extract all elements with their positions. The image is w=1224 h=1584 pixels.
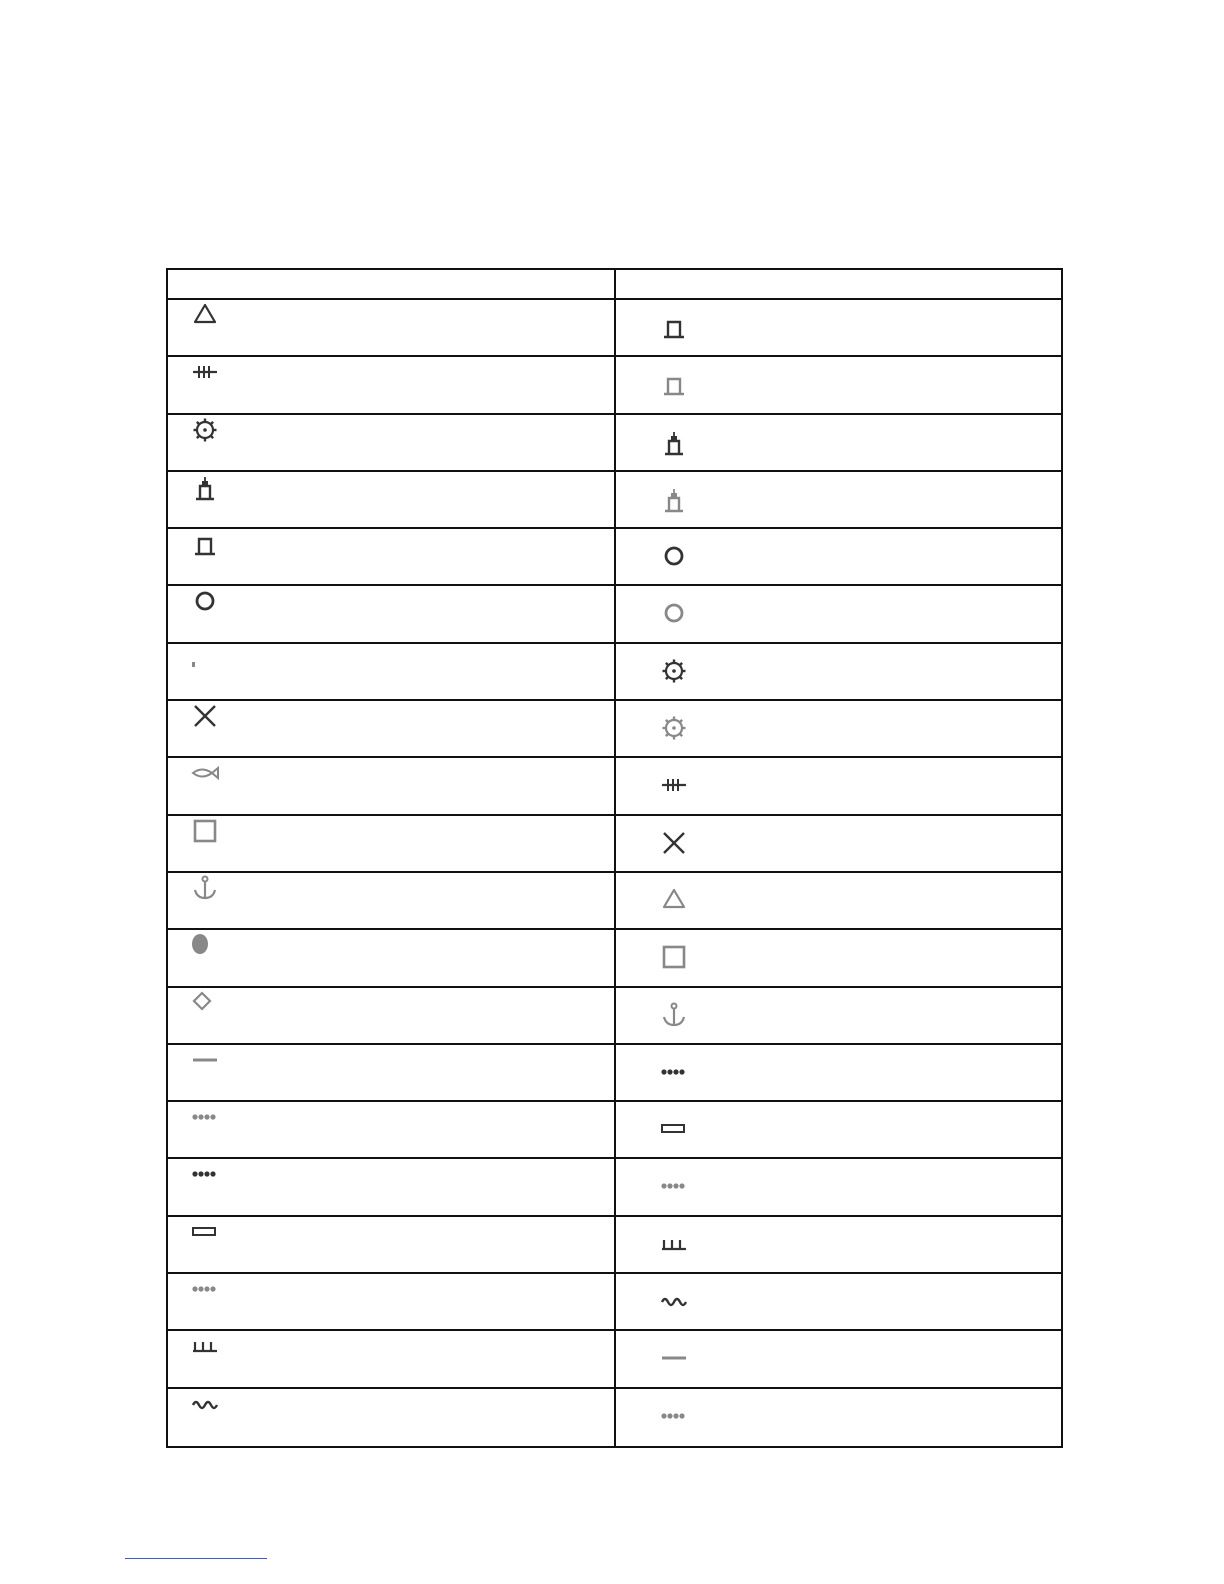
- table-row: [168, 1159, 1061, 1216]
- rectangle-line-icon: [659, 1114, 689, 1144]
- table-cell-left: [168, 529, 616, 584]
- triangle-icon: [190, 300, 220, 330]
- lighthouse-icon: [659, 427, 689, 457]
- table-cell-left: [168, 1045, 616, 1100]
- dot-icon: [190, 644, 220, 674]
- table-cell-right: [616, 644, 1062, 699]
- table-cell-right: [616, 415, 1062, 470]
- table-row: [168, 1389, 1061, 1446]
- square-icon: [190, 816, 220, 846]
- table-cell-left: [168, 1274, 616, 1329]
- dash-line-icon: [190, 1045, 220, 1075]
- table-cell-left: [168, 586, 616, 641]
- gear-icon: [659, 656, 689, 686]
- table-row: [168, 758, 1061, 815]
- dotted-line-icon: [190, 1102, 220, 1132]
- gear-icon: [659, 713, 689, 743]
- dotted-line-icon: [190, 1159, 220, 1189]
- table-cell-right: [616, 988, 1062, 1043]
- table-header-row: [168, 270, 1061, 300]
- table-row: [168, 988, 1061, 1045]
- header-cell-right: [616, 270, 1062, 298]
- table-row: [168, 415, 1061, 472]
- fence-icon: [190, 357, 220, 387]
- table-row: [168, 1102, 1061, 1159]
- building-icon: [190, 529, 220, 559]
- table-cell-right: [616, 586, 1062, 641]
- table-cell-right: [616, 1045, 1062, 1100]
- table-cell-right: [616, 1217, 1062, 1272]
- header-cell-left: [168, 270, 616, 298]
- x-icon: [190, 701, 220, 731]
- table-cell-left: [168, 930, 616, 985]
- comb-line-icon: [190, 1331, 220, 1361]
- dotted-line-icon: [659, 1171, 689, 1201]
- table-row: [168, 586, 1061, 643]
- circle-icon: [190, 586, 220, 616]
- table-cell-left: [168, 644, 616, 699]
- square-icon: [659, 942, 689, 972]
- circle-icon: [659, 598, 689, 628]
- anchor-icon: [190, 873, 220, 903]
- table-row: [168, 644, 1061, 701]
- table-cell-left: [168, 1331, 616, 1386]
- triangle-icon: [659, 885, 689, 915]
- table-cell-left: [168, 300, 616, 355]
- table-cell-right: [616, 1102, 1062, 1157]
- table-cell-left: [168, 415, 616, 470]
- table-cell-left: [168, 988, 616, 1043]
- table-cell-right: [616, 472, 1062, 527]
- table-row: [168, 300, 1061, 357]
- comb-line-icon: [659, 1229, 689, 1259]
- table-cell-left: [168, 357, 616, 412]
- building-icon: [659, 369, 689, 399]
- wave-line-icon: [659, 1286, 689, 1316]
- table-cell-left: [168, 701, 616, 756]
- filled-oval-icon: [190, 930, 220, 960]
- table-cell-left: [168, 1217, 616, 1272]
- table-row: [168, 873, 1061, 930]
- table-row: [168, 816, 1061, 873]
- table-cell-right: [616, 701, 1062, 756]
- table-cell-right: [616, 758, 1062, 813]
- dotted-line-icon: [190, 1274, 220, 1304]
- table-cell-right: [616, 1274, 1062, 1329]
- table-row: [168, 1274, 1061, 1331]
- lighthouse-icon: [190, 472, 220, 502]
- symbol-table: [166, 268, 1063, 1448]
- table-cell-left: [168, 1389, 616, 1446]
- fish-icon: [190, 758, 220, 788]
- table-row: [168, 1045, 1061, 1102]
- table-row: [168, 930, 1061, 987]
- x-icon: [659, 828, 689, 858]
- table-cell-right: [616, 300, 1062, 355]
- table-row: [168, 472, 1061, 529]
- dash-line-icon: [659, 1343, 689, 1373]
- dotted-line-icon: [659, 1057, 689, 1087]
- table-cell-right: [616, 930, 1062, 985]
- table-row: [168, 1331, 1061, 1388]
- table-cell-right: [616, 357, 1062, 412]
- table-cell-right: [616, 529, 1062, 584]
- table-row: [168, 357, 1061, 414]
- rectangle-line-icon: [190, 1217, 220, 1247]
- table-cell-left: [168, 1159, 616, 1214]
- table-cell-right: [616, 873, 1062, 928]
- table-cell-left: [168, 472, 616, 527]
- table-cell-left: [168, 816, 616, 871]
- fence-icon: [659, 770, 689, 800]
- table-cell-left: [168, 1102, 616, 1157]
- table-cell-right: [616, 1159, 1062, 1214]
- circle-icon: [659, 541, 689, 571]
- building-icon: [659, 312, 689, 342]
- dotted-line-icon: [659, 1401, 689, 1431]
- anchor-icon: [659, 1000, 689, 1030]
- table-body: [168, 300, 1061, 1446]
- table-cell-left: [168, 758, 616, 813]
- table-row: [168, 529, 1061, 586]
- diamond-icon: [190, 988, 220, 1018]
- table-row: [168, 701, 1061, 758]
- table-cell-right: [616, 816, 1062, 871]
- footer-rule: [125, 1558, 267, 1559]
- wave-line-icon: [190, 1389, 220, 1419]
- table-cell-left: [168, 873, 616, 928]
- table-cell-right: [616, 1331, 1062, 1386]
- gear-icon: [190, 415, 220, 445]
- lighthouse-icon: [659, 484, 689, 514]
- table-cell-right: [616, 1389, 1062, 1446]
- table-row: [168, 1217, 1061, 1274]
